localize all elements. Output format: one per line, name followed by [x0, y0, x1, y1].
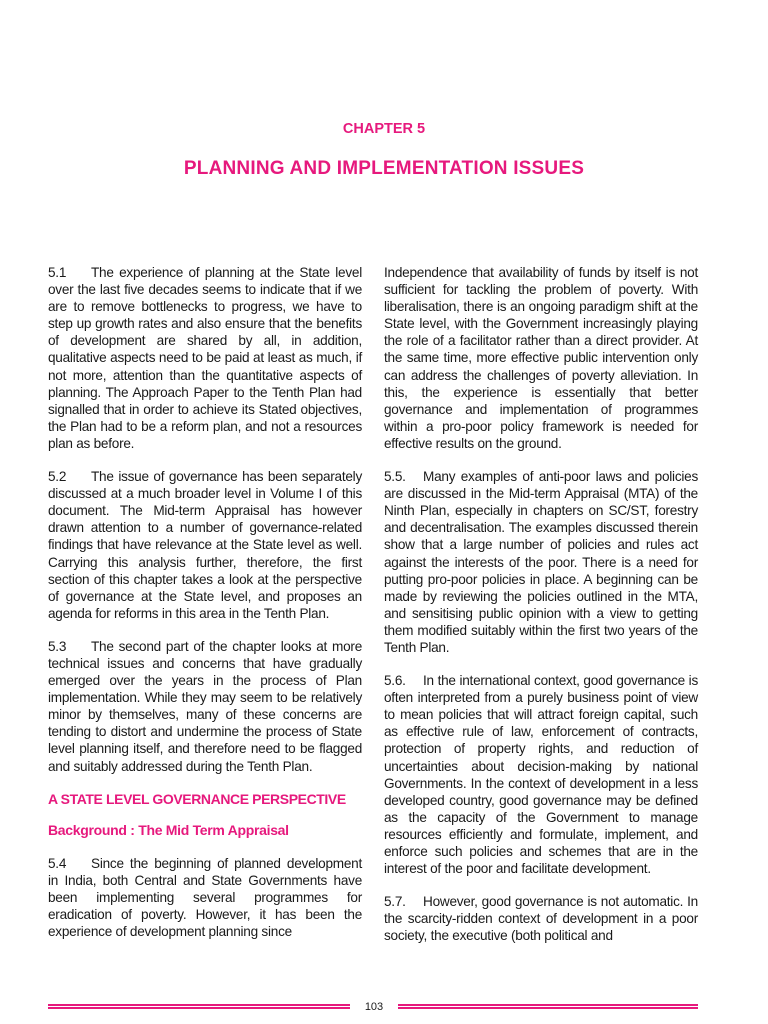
paragraph-text: The issue of governance has been separately discussed at a much broader level in Volume I of this document. The Mid-term Appraisal has however drawn attention to a number of governance-related findings that have relevance at the State level as well. Carrying this analysis further, therefore, the first section of this chapter takes a look at the perspective of governance at the State level, and proposes an agenda for reforms in this area in the Tenth Plan. — [48, 469, 362, 621]
paragraph-5-2 — [48, 468, 362, 622]
paragraph-number: 5.1 — [48, 265, 67, 280]
sub-heading: Background : The Mid Term Appraisal — [48, 821, 289, 838]
paragraph-5-4 — [48, 855, 362, 940]
paragraph-number: 5.4 — [48, 855, 67, 871]
footer-rule-left — [48, 1004, 350, 1009]
paragraph-text: Since the beginning of planned development in India, both Central and State Governments have been implementing several programmes for eradication of poverty. However, it has been the experience of development planning since — [48, 855, 362, 940]
paragraph-text: However, good governance is not automatic. In the scarcity-ridden context of development in a poor society, the executive (both political and — [384, 894, 698, 944]
chapter-label: CHAPTER 5 — [342, 121, 426, 137]
paragraph-text: The experience of planning at the State level over the last five decades seems to indicate that if we are to remove bottlenecks to progress, we have to step up growth rates and also ensure that the benefits of development are shared by all, in addition, qualitative aspects need to be paid at least as much, if not more, attention than the quantitative aspects of planning. The Approach Paper to the Tenth Plan had signalled that in order to achieve its Stated objectives, the Plan had to be a reform plan, and not a resources plan as before. — [48, 265, 362, 451]
paragraph-number: 5.5. — [384, 469, 406, 485]
footer-rule-right — [398, 1004, 698, 1009]
paragraph-5-7 — [384, 893, 698, 944]
paragraph-5-4-continued: Independence that availability of funds by itself is not sufficient for tackling the problem of poverty. With liberalisation, there is an ongoing paradigm shift at the State level, with the Government increasingly playing the role of a facilitator rather than a direct provider. At the same time, more effective public intervention only can address the challenges of poverty alleviation. In this, the experience is essentially that better governance and implementation of programmes within a pro-poor policy framework is needed for effective results on the ground. — [384, 265, 698, 451]
paragraph-number: 5.3 — [48, 638, 67, 654]
paragraph-number: 5.7. — [384, 894, 406, 910]
paragraph-text: The second part of the chapter looks at more technical issues and concerns that have gradually emerged over the years in the process of Plan implementation. While they may seem to be relatively minor by themselves, many of these concerns are tending to distort and undermine the process of State level planning itself, and therefore need to be flagged and suitably addressed during the Tenth Plan. — [48, 638, 362, 774]
paragraph-5-5 — [384, 468, 698, 656]
left-column — [48, 264, 362, 956]
section-heading: A STATE LEVEL GOVERNANCE PERSPECTIVE — [48, 790, 346, 807]
paragraph-number: 5.2 — [48, 469, 67, 485]
paragraph-number: 5.6. — [384, 673, 406, 689]
page-number: 103 — [364, 1001, 384, 1013]
right-column — [384, 264, 698, 960]
paragraph-5-6 — [384, 672, 698, 877]
chapter-title: PLANNING AND IMPLEMENTATION ISSUES — [183, 158, 585, 179]
paragraph-5-3 — [48, 638, 362, 775]
paragraph-text: In the international context, good governance is often interpreted from a purely business point of view to mean policies that will attract foreign capital, such as effective rule of law, enforcement of contracts, protection of property rights, and reduction of uncertainties about decision-making by national Governments. In the context of development in a less developed country, good governance may be defined as the capacity of the Government to manage resources efficiently and formulate, implement, and enforce such policies and schemes that are in the interest of the poor and facilitate development. — [384, 673, 698, 877]
paragraph-5-1 — [48, 264, 362, 452]
paragraph-text: Many examples of anti-poor laws and policies are discussed in the Mid-term Appraisal (MTA) of the Ninth Plan, especially in chapters on SC/ST, forestry and decentralisation. The examples discussed therein show that a large number of policies and rules act against the interests of the poor. There is a need for putting pro-poor policies in place. A beginning can be made by reviewing the policies outlined in the MTA, and sensitising public opinion with a view to getting them modified suitably within the first two years of the Tenth Plan. — [384, 469, 698, 655]
